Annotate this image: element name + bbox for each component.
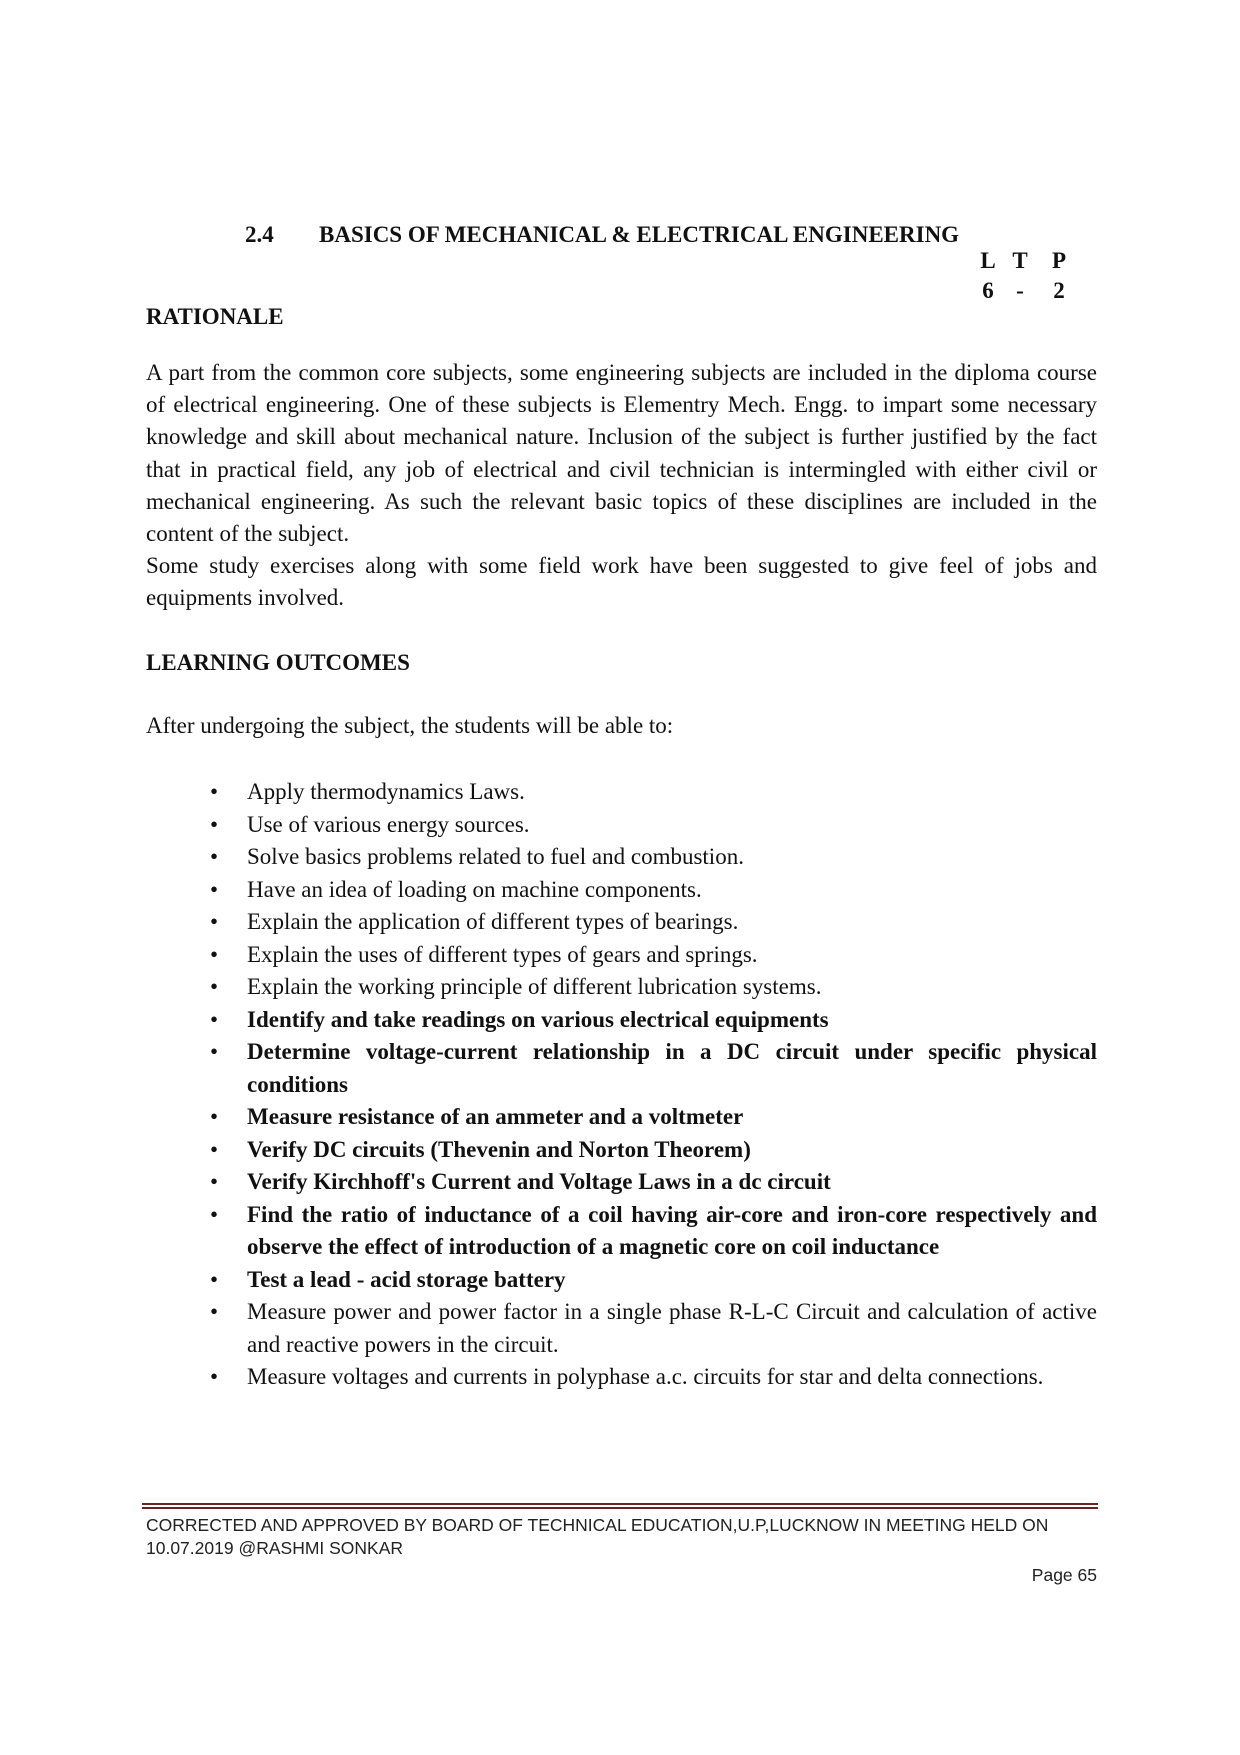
learning-outcomes-title: LEARNING OUTCOMES xyxy=(146,650,410,675)
list-item-text: Test a lead - acid storage battery xyxy=(247,1266,566,1292)
bullet-icon: • xyxy=(210,811,219,837)
list-item xyxy=(0,841,1097,874)
ltp-values-row xyxy=(973,278,1083,304)
list-item xyxy=(0,1264,1097,1297)
bullet-icon: • xyxy=(210,1201,219,1227)
bullet-icon: • xyxy=(210,779,219,804)
list-item xyxy=(0,1199,1097,1264)
footer-divider xyxy=(142,1503,1098,1509)
bullet-icon: • xyxy=(210,1039,219,1064)
section-number: 2.4 xyxy=(245,222,274,247)
bullet-icon: • xyxy=(210,876,219,902)
ltp-value-p: 2 xyxy=(1053,278,1065,303)
ltp-value-t: - xyxy=(1016,278,1024,303)
list-item xyxy=(0,1166,1097,1199)
bullet-icon: • xyxy=(210,1299,219,1324)
list-item xyxy=(0,1361,1097,1394)
list-item-text: Identify and take readings on various electrical equipments xyxy=(247,1006,829,1032)
list-item-text: Measure voltages and currents in polyphase a.c. circuits for star and delta connections. xyxy=(247,1364,1044,1389)
ltp-label-p: P xyxy=(1051,248,1067,273)
section-heading xyxy=(245,222,959,248)
bullet-icon: • xyxy=(210,1104,219,1129)
list-item-text: Find the ratio of inductance of a coil having air-core and iron-core respectively and observe the effect of introduction of a magnetic core on coil inductance xyxy=(247,1201,1097,1259)
ltp-label-t: T xyxy=(1012,248,1028,273)
list-item-text: Verify Kirchhoff's Current and Voltage Laws in a dc circuit xyxy=(247,1169,831,1194)
list-item-text: Explain the application of different types of bearings. xyxy=(247,909,739,934)
rationale-paragraph-1: A part from the common core subjects, some engineering subjects are included in the diploma course of electrical engineering. One of these subjects is Elementry Mech. Engg. to impart some necessary knowledge and skill about mechanical nature. Inclusion of the subject is further justified by the fact that in practical field, any job of electrical and civil technician is intermingled with either civil or mechanical engineering. As such the relevant basic topics of these disciplines are included in the content of the subject. xyxy=(146,360,1097,547)
list-item-text: Use of various energy sources. xyxy=(247,811,530,837)
list-item-text: Measure resistance of an ammeter and a voltmeter xyxy=(247,1104,744,1129)
rationale-title: RATIONALE xyxy=(146,304,284,329)
list-item xyxy=(0,971,1097,1004)
bullet-icon: • xyxy=(210,1364,219,1389)
list-item xyxy=(0,1036,1097,1101)
list-item xyxy=(0,1296,1097,1361)
list-item xyxy=(0,776,1097,809)
ltp-header-row xyxy=(973,248,1083,274)
footer-approval-text: CORRECTED AND APPROVED BY BOARD OF TECHNICAL EDUCATION,U.P,LUCKNOW IN MEETING HELD ON 10.07.2019 @RASHMI SONKAR xyxy=(146,1515,1049,1558)
bullet-icon: • xyxy=(210,844,219,869)
list-item-text: Apply thermodynamics Laws. xyxy=(247,779,525,804)
bullet-icon: • xyxy=(210,1136,219,1162)
rationale-paragraph-2: Some study exercises along with some field work have been suggested to give feel of jobs and equipments involved. xyxy=(146,553,1097,611)
bullet-icon: • xyxy=(210,974,219,999)
list-item xyxy=(0,874,1097,907)
list-item-text: Determine voltage-current relationship in a DC circuit under specific physical conditions xyxy=(247,1039,1097,1097)
ltp-value-l: 6 xyxy=(982,278,994,303)
bullet-icon: • xyxy=(210,909,219,934)
list-item xyxy=(0,809,1097,842)
section-title: BASICS OF MECHANICAL & ELECTRICAL ENGINEERING xyxy=(319,222,960,247)
list-item xyxy=(0,906,1097,939)
list-item xyxy=(0,1134,1097,1167)
bullet-icon: • xyxy=(210,1006,219,1032)
list-item-text: Measure power and power factor in a single phase R-L-C Circuit and calculation of active and reactive powers in the circuit. xyxy=(247,1299,1097,1357)
learning-outcomes-intro: After undergoing the subject, the students will be able to: xyxy=(146,713,674,738)
list-item-text: Verify DC circuits (Thevenin and Norton Theorem) xyxy=(247,1136,751,1162)
ltp-label-l: L xyxy=(980,248,996,273)
learning-outcomes-list xyxy=(0,776,1240,1394)
list-item xyxy=(0,1004,1097,1037)
bullet-icon: • xyxy=(210,1266,219,1292)
list-item xyxy=(0,939,1097,972)
list-item-text: Explain the working principle of different lubrication systems. xyxy=(247,974,822,999)
bullet-icon: • xyxy=(210,1169,219,1194)
bullet-icon: • xyxy=(210,941,219,967)
list-item-text: Have an idea of loading on machine components. xyxy=(247,876,702,902)
page-number: Page 65 xyxy=(1031,1565,1097,1585)
list-item xyxy=(0,1101,1097,1134)
list-item-text: Explain the uses of different types of gears and springs. xyxy=(247,941,758,967)
list-item-text: Solve basics problems related to fuel and combustion. xyxy=(247,844,744,869)
